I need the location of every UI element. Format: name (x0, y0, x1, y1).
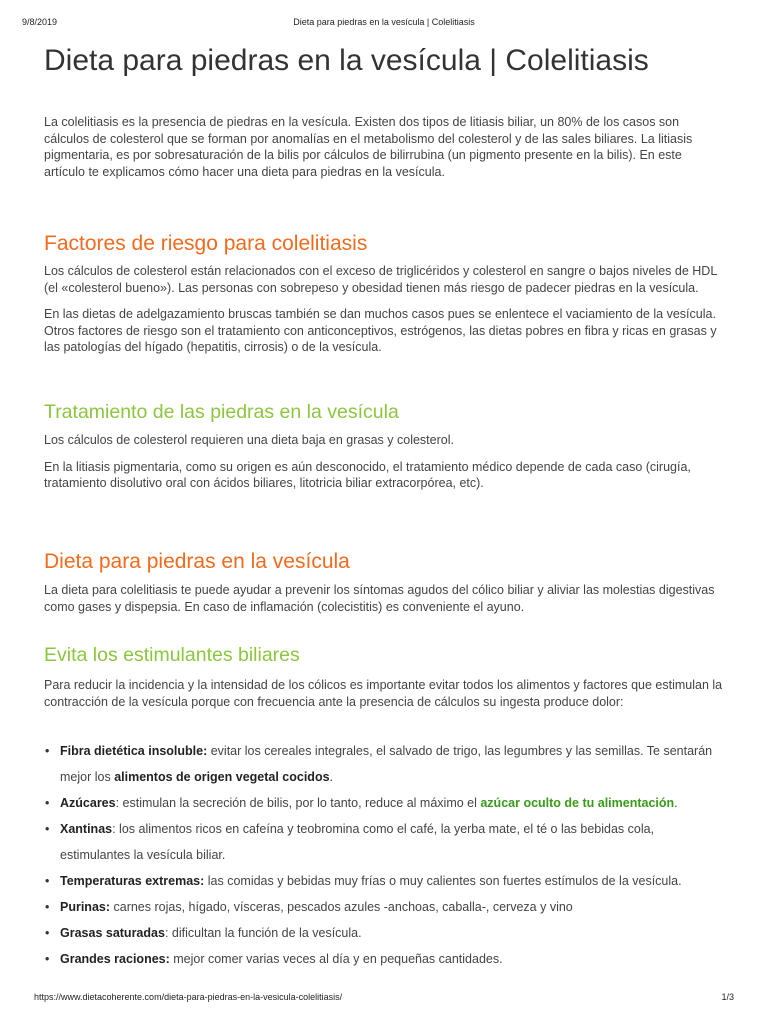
stimulants-paragraph: Para reducir la incidencia y la intensidad de los cólicos es importante evitar todos los alimentos y factores que estimulan la contracción de la vesícula porque con frecuencia ante la presencia de cálculos su ingesta produce dolor: (44, 678, 723, 709)
list-item: • Temperaturas extremas: las comidas y bebidas muy frías o muy calientes son fuertes estímulos de la vesícula. (44, 868, 724, 894)
print-header (22, 8, 746, 27)
page-number: 1/3 (721, 992, 734, 1002)
list-item: • Purinas: carnes rojas, hígado, vísceras, pescados azules -anchoas, caballa-, cerveza y vino (44, 894, 724, 920)
stimulants-list (44, 738, 724, 972)
list-item: • Azúcares: estimulan la secreción de bilis, por lo tanto, reduce al máximo el azúcar oculto de tu alimentación. (44, 790, 724, 816)
intro-section (44, 114, 724, 180)
list-item: • Fibra dietética insoluble: evitar los cereales integrales, el salvado de trigo, las legumbres y las semillas. Te sentarán mejor los alimentos de origen vegetal cocidos. (44, 738, 724, 790)
diet-heading: Dieta para piedras en la vesícula (44, 550, 350, 573)
treatment-section (44, 401, 724, 492)
risk-factors-paragraph-1: Los cálculos de colesterol están relacionados con el exceso de triglicéridos y colesterol en sangre o bajos niveles de HDL (el «colesterol bueno»). Las personas con sobrepeso y obesidad tienen más riesgo de padecer piedras en la vesícula. (44, 264, 717, 295)
stimulants-heading: Evita los estimulantes biliares (44, 644, 300, 666)
list-item: • Grandes raciones: mejor comer varias veces al día y en pequeñas cantidades. (44, 946, 724, 972)
print-date: 9/8/2019 (22, 17, 58, 27)
intro-paragraph: La colelitiasis es la presencia de piedras en la vesícula. Existen dos tipos de litiasis biliar, un 80% de los casos son cálculos de colesterol que se forman por anomalías en el metabolismo del colesterol y de las sales biliares. La litiasis pigmentaria, es por sobresaturación de la bilis por cálculos de bilirrubina (un pigmento presente en la bilis). En este artículo te explicamos cómo hacer una dieta para piedras en la vesícula. (44, 115, 693, 179)
risk-factors-paragraph-2: En las dietas de adelgazamiento bruscas también se dan muchos casos pues se enlentece el vaciamiento de la vesícula. Otros factores de riesgo son el tratamiento con anticonceptivos, estrógenos, las dietas pobres en fibra y ricas en grasas y las patologías del hígado (hepatitis, cirrosis) o de la vesícula. (44, 307, 717, 354)
treatment-paragraph-1: Los cálculos de colesterol requieren una dieta baja en grasas y colesterol. (44, 433, 454, 447)
print-page-title: Dieta para piedras en la vesícula | Colelitiasis (293, 17, 475, 27)
risk-factors-section (44, 232, 724, 356)
risk-factors-heading: Factores de riesgo para colelitiasis (44, 232, 368, 255)
diet-paragraph: La dieta para colelitiasis te puede ayudar a prevenir los síntomas agudos del cólico biliar y aliviar las molestias digestivas como gases y dispepsia. En caso de inflamación (colecistitis) es conveniente el ayuno. (44, 583, 715, 614)
list-item: • Xantinas: los alimentos ricos en cafeína y teobromina como el café, la yerba mate, el té o las bebidas cola, estimulantes la vesícula biliar. (44, 816, 724, 868)
article-title: Dieta para piedras en la vesícula | Colelitiasis (44, 44, 649, 77)
list-item: • Grasas saturadas: dificultan la función de la vesícula. (44, 920, 724, 946)
stimulants-section (44, 644, 724, 710)
hidden-sugar-link[interactable]: azúcar oculto de tu alimentación (480, 796, 675, 810)
treatment-paragraph-2: En la litiasis pigmentaria, como su origen es aún desconocido, el tratamiento médico depende de cada caso (cirugía, tratamiento disolutivo oral con ácidos biliares, litotricia biliar extracorpórea, etc). (44, 459, 691, 490)
treatment-heading: Tratamiento de las piedras en la vesícula (44, 401, 399, 423)
diet-section (44, 550, 724, 615)
page-url: https://www.dietacoherente.com/dieta-para-piedras-en-la-vesicula-colelitiasis/ (34, 992, 343, 1002)
